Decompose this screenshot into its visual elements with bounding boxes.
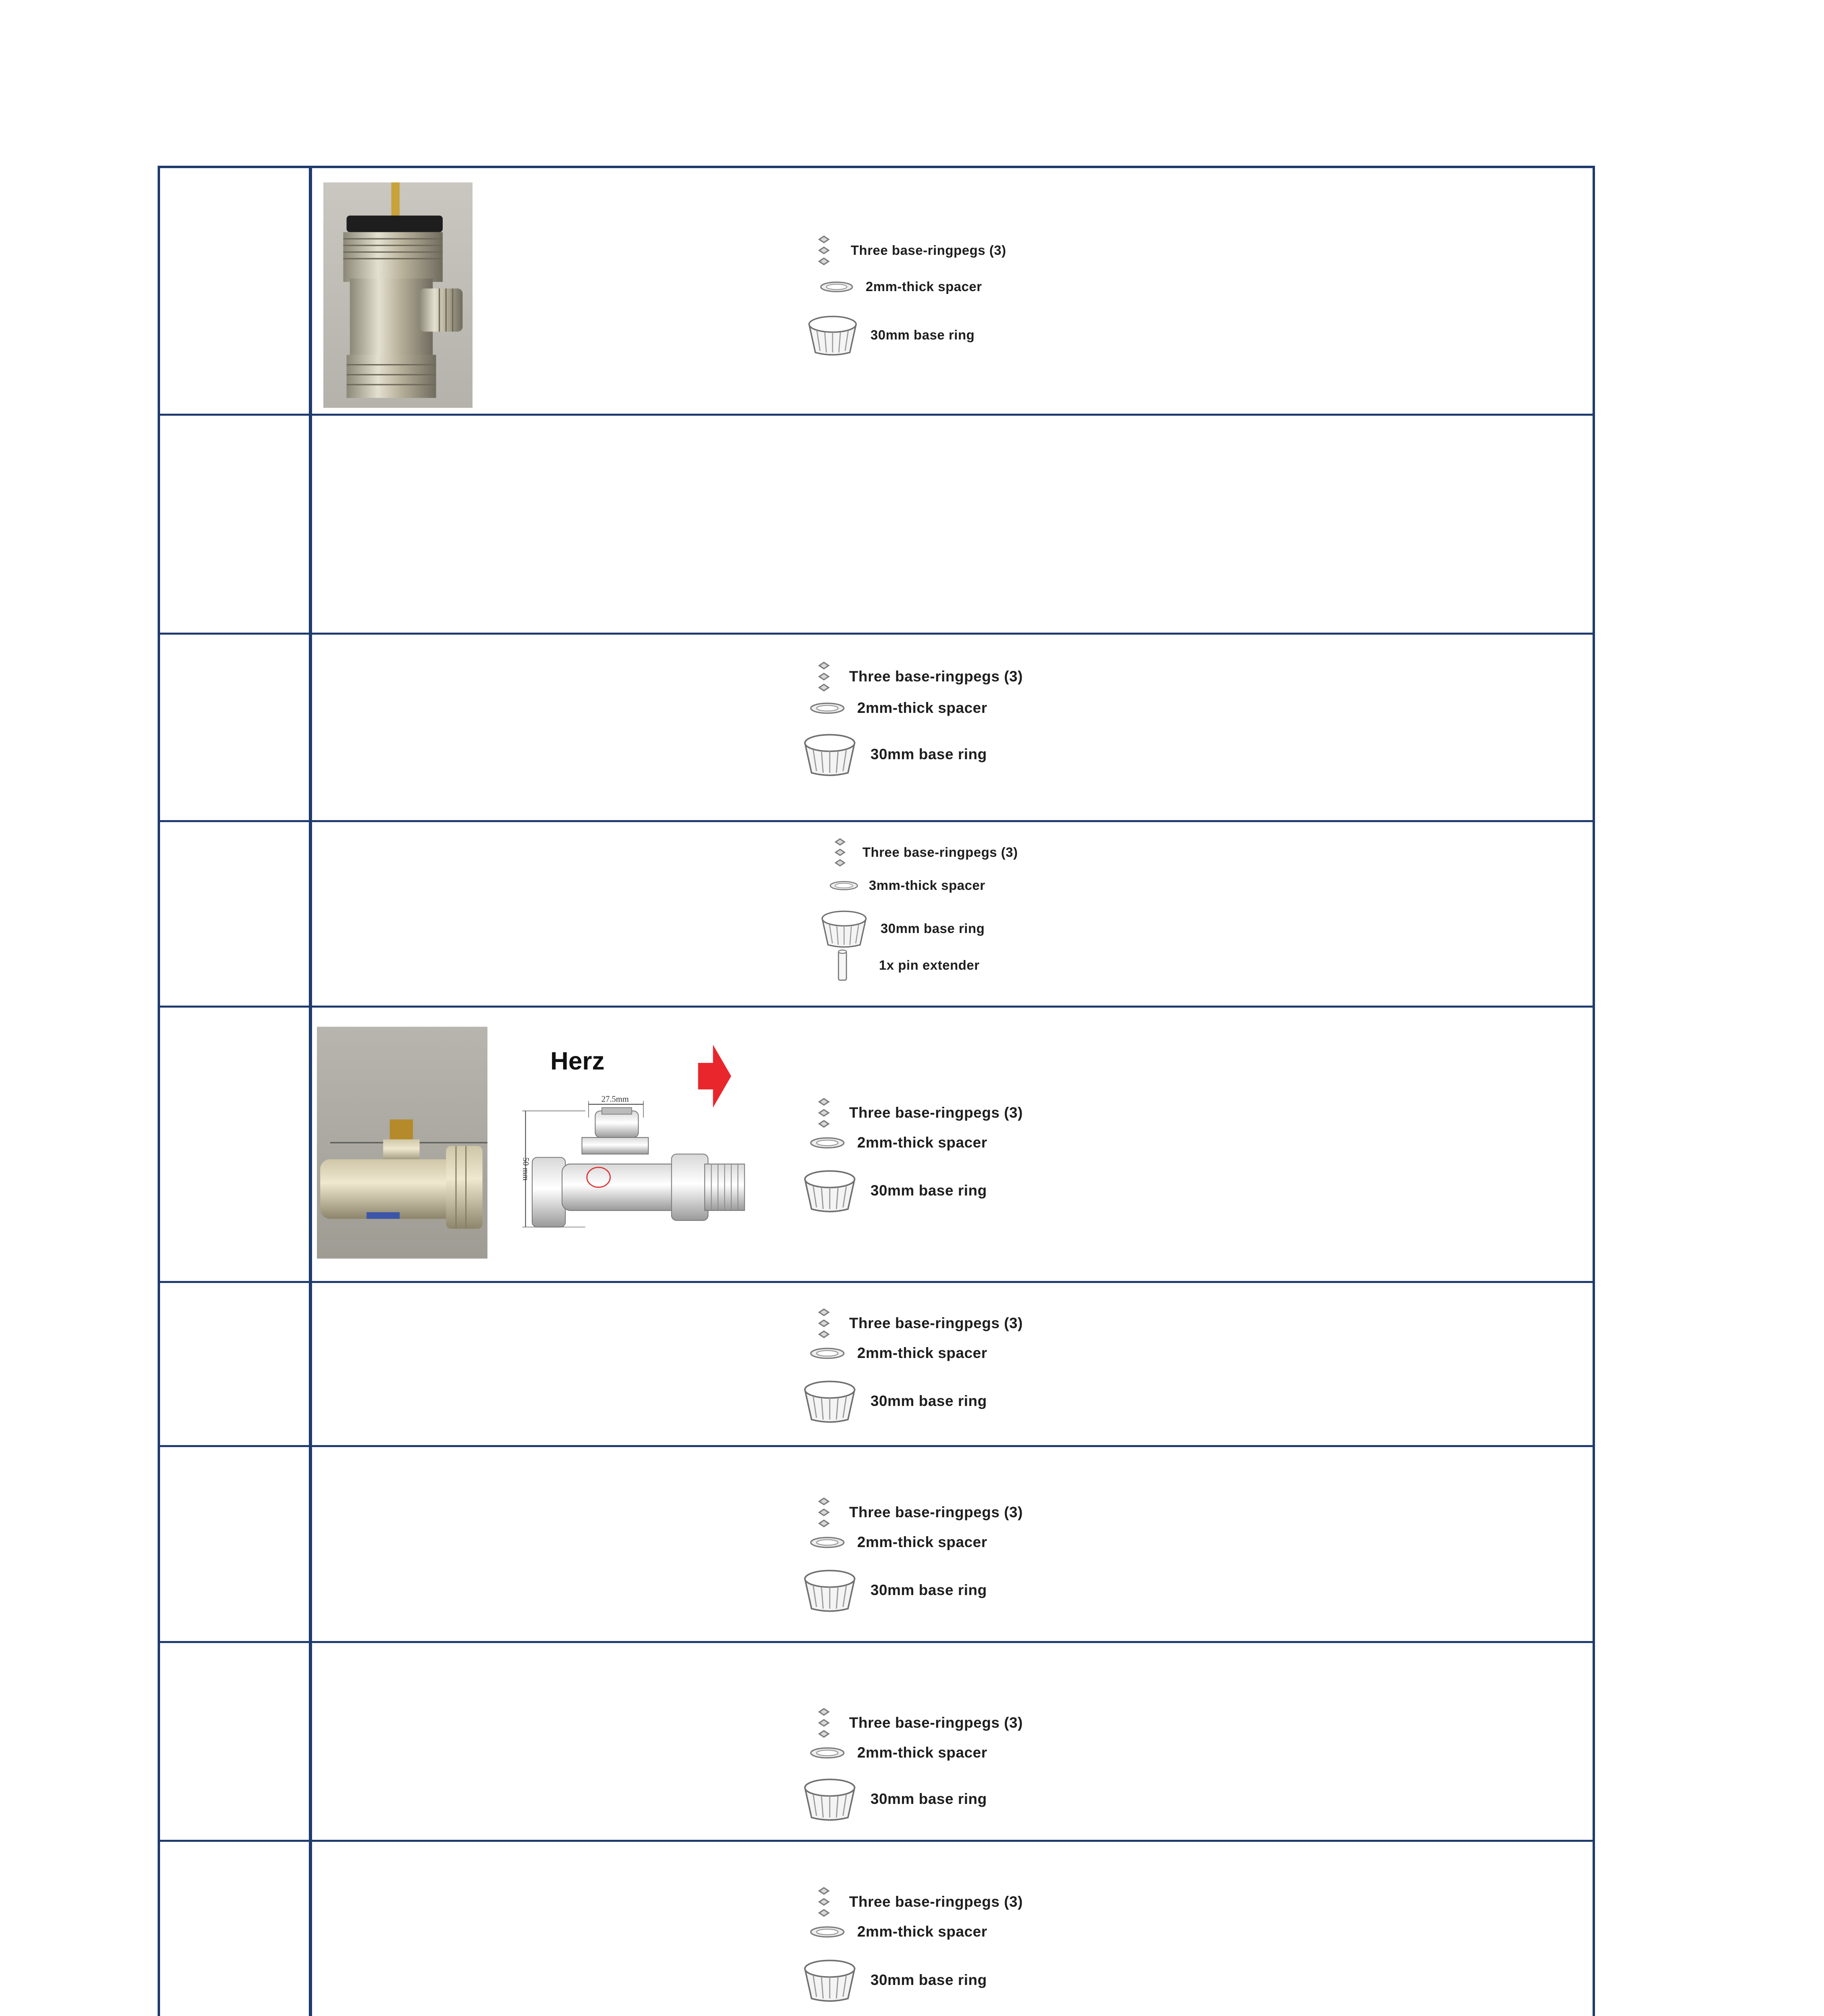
- base-ring-pegs-icon: [816, 235, 832, 266]
- part-label-pegs: Three base-ringpegs (3): [851, 243, 1006, 258]
- row-divider: [158, 820, 1595, 822]
- part-label-ring: 30mm base ring: [870, 1393, 987, 1409]
- part-label-pegs: Three base-ringpegs (3): [849, 1714, 1023, 1731]
- spacer-icon: [809, 1137, 845, 1149]
- base-ring-icon: [819, 906, 869, 951]
- part-label-spacer: 2mm-thick spacer: [857, 1534, 987, 1550]
- part-label-ring: 30mm base ring: [881, 921, 985, 936]
- base-ring-icon: [801, 1957, 859, 2004]
- part-label-ring: 30mm base ring: [870, 1582, 987, 1598]
- part-label-spacer: 2mm-thick spacer: [857, 1345, 987, 1361]
- base-ring-pegs-icon: [816, 661, 832, 692]
- part-label-ring: 30mm base ring: [870, 327, 975, 342]
- part-label-pegs: Three base-ringpegs (3): [849, 1315, 1023, 1331]
- part-label-spacer: 2mm-thick spacer: [857, 1134, 987, 1151]
- row-divider: [158, 1006, 1595, 1008]
- part-label-ring: 30mm base ring: [870, 1182, 987, 1199]
- base-ring-pegs-icon: [816, 1707, 832, 1739]
- spacer-icon: [809, 1747, 845, 1759]
- base-ring-icon: [801, 731, 859, 778]
- part-label-pegs: Three base-ringpegs (3): [849, 668, 1023, 685]
- part-label-spacer: 2mm-thick spacer: [857, 700, 987, 716]
- base-ring-pegs-icon: [816, 1497, 832, 1528]
- height-dimension: 50 mm: [521, 1157, 530, 1181]
- base-ring-pegs-icon: [816, 1097, 832, 1129]
- column-divider: [309, 166, 312, 2016]
- spacer-icon: [829, 880, 859, 891]
- spacer-icon: [809, 702, 845, 714]
- spacer-icon: [809, 1347, 845, 1359]
- width-dimension: 27.5mm: [601, 1095, 629, 1104]
- part-label-spacer: 2mm-thick spacer: [857, 1923, 987, 1940]
- spacer-icon: [819, 281, 854, 293]
- part-label-spacer: 3mm-thick spacer: [869, 878, 985, 893]
- part-label-spacer: 2mm-thick spacer: [857, 1744, 987, 1761]
- base-ring-icon: [801, 1567, 859, 1614]
- part-label-pegs: Three base-ringpegs (3): [849, 1893, 1023, 1910]
- row-divider: [158, 633, 1595, 635]
- base-ring-icon: [801, 1776, 859, 1822]
- part-label-pegs: Three base-ringpegs (3): [862, 845, 1018, 860]
- row-divider: [158, 1840, 1595, 1842]
- row-divider: [158, 1445, 1595, 1447]
- base-ring-icon: [801, 1168, 859, 1214]
- pin-extender-icon: [837, 949, 847, 982]
- row-divider: [158, 1281, 1595, 1283]
- base-ring-pegs-icon: [816, 1308, 832, 1339]
- base-ring-icon: [801, 1378, 859, 1425]
- part-label-ring: 30mm base ring: [870, 1972, 987, 1988]
- row-divider: [158, 414, 1595, 416]
- part-label-pin: 1x pin extender: [879, 958, 980, 973]
- brand-label: Herz: [550, 1047, 605, 1075]
- part-label-ring: 30mm base ring: [870, 746, 987, 762]
- valve-photo: [323, 182, 473, 408]
- spacer-icon: [809, 1537, 845, 1548]
- part-label-ring: 30mm base ring: [870, 1791, 987, 1807]
- valve-diagram: [519, 1094, 750, 1235]
- part-label-pegs: Three base-ringpegs (3): [849, 1504, 1023, 1520]
- row-divider: [158, 1641, 1595, 1643]
- spacer-icon: [809, 1926, 845, 1938]
- part-label-pegs: Three base-ringpegs (3): [849, 1104, 1023, 1121]
- base-ring-icon: [806, 313, 859, 358]
- base-ring-pegs-icon: [833, 837, 847, 868]
- valve-photo: [317, 1027, 487, 1259]
- part-label-spacer: 2mm-thick spacer: [866, 279, 982, 294]
- base-ring-pegs-icon: [816, 1886, 832, 1918]
